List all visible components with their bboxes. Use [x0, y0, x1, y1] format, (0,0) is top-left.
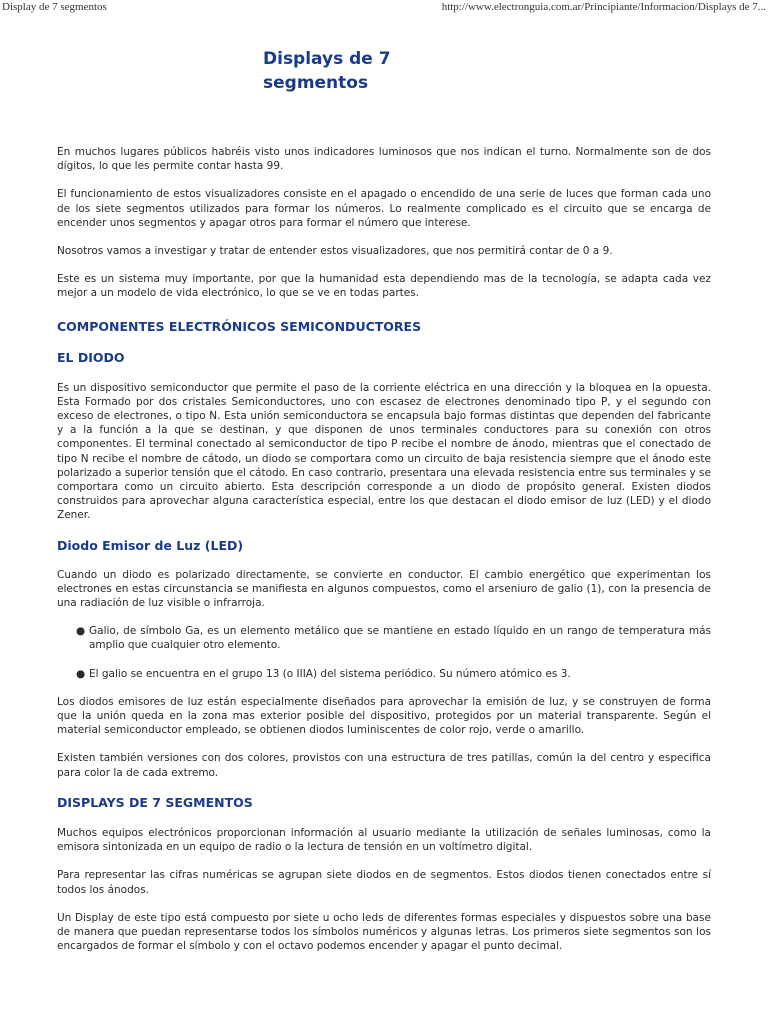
list-item — [76, 624, 711, 652]
galio-bullet-list — [57, 624, 711, 681]
print-header — [0, 0, 768, 16]
list-item — [76, 667, 711, 681]
intro-paragraph-4: Este es un sistema muy importante, por que la humanidad esta dependiendo mas de la tecnología, se adapta cada vez mejor a un modelo de vida electrónico, lo que se ve en todas partes. — [57, 273, 711, 300]
print-header-url: http://www.electronguia.com.ar/Principiante/Informacion/Displays de 7... — [441, 1, 766, 13]
led-paragraph: Cuando un diodo es polarizado directamente, se convierte en conductor. El cambio energético que experimentan los electrones en estas circunstancia se manifiesta en algunos compuestos, como el arseniuro de galio (1), con la presencia de una radiación de luz visible o infrarroja. — [57, 568, 711, 610]
led-paragraph-2: Los diodos emisores de luz están especialmente diseñados para aprovechar la emisión de luz, y se construyen de forma que la unión queda en la zona mas exterior posible del dispositivo, protegidos por un material transparente. Según el material semiconductor empleado, se obtienen diodos luminiscentes de color rojo, verde o amarillo. — [57, 695, 711, 737]
print-header-page-title: Display de 7 segmentos — [2, 1, 107, 13]
heading-led: Diodo Emisor de Luz (LED) — [57, 537, 244, 553]
heading-el-diodo: EL DIODO — [57, 349, 125, 365]
heading-componentes: COMPONENTES ELECTRÓNICOS SEMICONDUCTORES — [57, 318, 422, 334]
heading-displays: DISPLAYS DE 7 SEGMENTOS — [57, 794, 253, 810]
list-item-text: El galio se encuentra en el grupo 13 (o IIIA) del sistema periódico. Su número atómico es 3. — [89, 667, 571, 680]
displays-paragraph-1: Muchos equipos electrónicos proporcionan información al usuario mediante la utilización de señales luminosas, como la emisora sintonizada en un equipo de radio o la lectura de tensión en un voltímetro digital. — [57, 826, 711, 854]
displays-paragraph-3: Un Display de este tipo está compuesto por siete u ocho leds de diferentes formas especiales y dispuestos sobre una base de manera que puedan representarse todos los símbolos numéricos y algunas letras. Los primeros siete segmentos son los encargados de formar el símbolo y con el octavo podemos encender y apagar el punto decimal. — [57, 911, 711, 953]
page-title-line-1: Displays de 7 — [263, 49, 391, 69]
led-paragraph-3: Existen también versiones con dos colores, provistos con una estructura de tres patillas, común la del centro y especifica para color la de cada extremo. — [57, 752, 711, 779]
diodo-paragraph: Es un dispositivo semiconductor que permite el paso de la corriente eléctrica en una dirección y la bloquea en la opuesta. Esta Formado por dos cristales Semiconductores, uno con escasez de electrones denominado tipo P, y el segundo con exceso de electrones, o tipo N. Esta unión semiconductora se encapsula bajo formas distintas que dependen del fabricante y a la función a la que se destinan, y que disponen de unos terminales conductores para su conexión con otros componentes. El terminal conectado al semiconductor de tipo P recibe el nombre de ánodo, mientras que el conectado de tipo N recibe el nombre de cátodo, un diodo se comportara como un circuito de baja resistencia siempre que el ánodo este polarizado a superior tensión que el cátodo. En caso contrario, presentara una elevada resistencia entre sus terminales y se comportara como un circuito abierto. Esta descripción corresponde a un diodo de propósito general. Existen diodos construidos para aprovechar alguna característica especial, entre los que destacan el diodo emisor de luz (LED) y el diodo Zener. — [57, 381, 711, 522]
article-body — [57, 145, 711, 953]
page-title-line-2: segmentos — [263, 73, 369, 93]
bullet-icon: ● — [76, 625, 86, 638]
displays-paragraph-2: Para representar las cifras numéricas se agrupan siete diodos en de segmentos. Estos diodos tienen conectados entre sí todos los ánodos. — [57, 869, 711, 896]
bullet-icon: ● — [76, 667, 86, 680]
list-item-text: Galio, de símbolo Ga, es un elemento metálico que se mantiene en estado líquido en un rango de temperatura más amplio que cualquier otro elemento. — [89, 625, 711, 652]
intro-paragraph-1: En muchos lugares públicos habréis visto unos indicadores luminosos que nos indican el turno. Normalmente son de dos dígitos, lo que les permite contar hasta 99. — [57, 146, 711, 173]
intro-paragraph-2: El funcionamiento de estos visualizadores consiste en el apagado o encendido de una serie de luces que forman cada uno de los siete segmentos utilizados para formar los números. Lo realmente complicado es el circuito que se encarga de encender unos segmentos y apagar otros para formar el número que interese. — [57, 188, 711, 229]
intro-paragraph-3: Nosotros vamos a investigar y tratar de entender estos visualizadores, que nos permitirá contar de 0 a 9. — [57, 245, 613, 258]
page-title — [263, 47, 563, 95]
